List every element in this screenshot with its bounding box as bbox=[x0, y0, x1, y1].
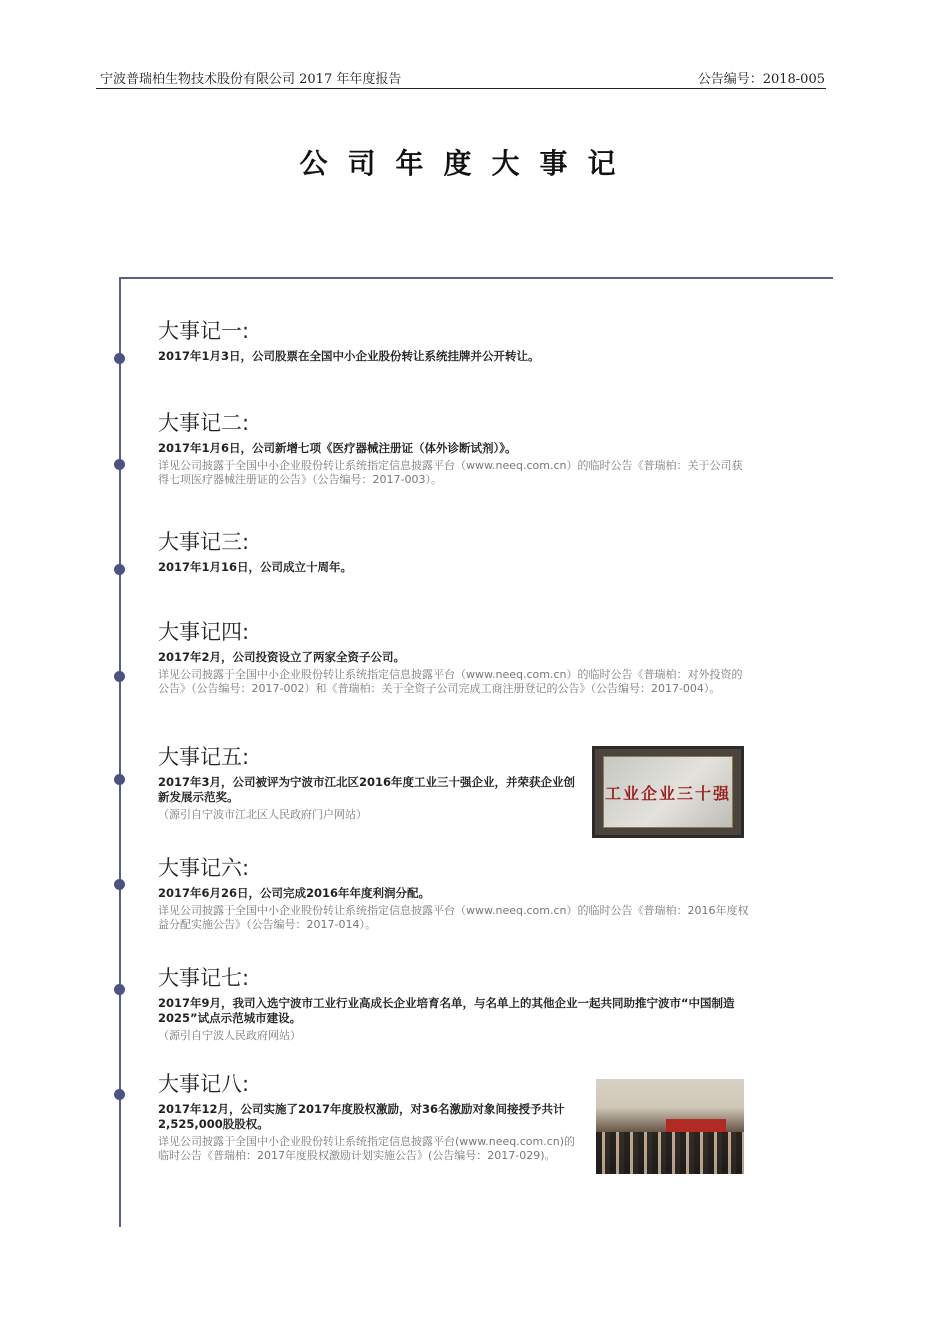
timeline-dot bbox=[114, 353, 125, 364]
event-description: 2017年2月，公司投资设立了两家全资子公司。 bbox=[158, 650, 406, 664]
event-5 bbox=[158, 744, 583, 822]
event-6 bbox=[158, 855, 750, 932]
event-title: 大事记八: bbox=[158, 1072, 250, 1096]
photo-banner bbox=[666, 1119, 726, 1133]
timeline-dot bbox=[114, 1089, 125, 1100]
timeline-dot bbox=[114, 984, 125, 995]
header-divider bbox=[96, 88, 826, 89]
event-description: 2017年3月，公司被评为宁波市江北区2016年度工业三十强企业，并荣获企业创新发展示范奖。 bbox=[158, 775, 576, 804]
event-2 bbox=[158, 410, 750, 487]
timeline-axis bbox=[119, 277, 121, 1227]
event-note: （源引自宁波人民政府网站） bbox=[158, 1029, 301, 1042]
event-title: 大事记二: bbox=[158, 411, 250, 435]
event-description: 2017年1月6日，公司新增七项《医疗器械注册证（体外诊断试剂）》。 bbox=[158, 441, 517, 455]
event-note: 详见公司披露于全国中小企业股份转让系统指定信息披露平台（www.neeq.com.cn）的临时公告《普瑞柏：关于公司获得七项医疗器械注册证的公告》（公告编号：2017-003）。 bbox=[158, 459, 743, 486]
event-1 bbox=[158, 318, 758, 364]
event-note: 详见公司披露于全国中小企业股份转让系统指定信息披露平台（www.neeq.com.cn）的临时公告《普瑞柏：2016年度权益分配实施公告》（公告编号：2017-014）。 bbox=[158, 904, 749, 931]
event-description: 2017年1月3日，公司股票在全国中小企业股份转让系统挂牌并公开转让。 bbox=[158, 349, 540, 363]
event-note: 详见公司披露于全国中小企业股份转让系统指定信息披露平台(www.neeq.com.cn)的临时公告《普瑞柏：2017年度股权激励计划实施公告》(公告编号：2017-029)。 bbox=[158, 1135, 576, 1162]
event-8 bbox=[158, 1071, 586, 1163]
header-announcement-number: 公告编号：2018-005 bbox=[697, 72, 825, 87]
event-title: 大事记三: bbox=[158, 530, 250, 554]
timeline-top-border bbox=[120, 277, 833, 279]
event-3 bbox=[158, 529, 758, 575]
event-title: 大事记一: bbox=[158, 319, 250, 343]
timeline-dot bbox=[114, 564, 125, 575]
event-note: （源引自宁波市江北区人民政府门户网站） bbox=[158, 808, 367, 821]
timeline-dot bbox=[114, 879, 125, 890]
timeline-dot bbox=[114, 671, 125, 682]
event-description: 2017年1月16日，公司成立十周年。 bbox=[158, 560, 353, 574]
event-title: 大事记五: bbox=[158, 745, 250, 769]
group-photo-image bbox=[596, 1079, 744, 1174]
plaque-face bbox=[603, 756, 733, 828]
timeline-dot bbox=[114, 459, 125, 470]
event-description: 2017年9月，我司入选宁波市工业行业高成长企业培育名单，与名单上的其他企业一起共同助推宁波市“中国制造2025”试点示范城市建设。 bbox=[158, 996, 735, 1025]
event-title: 大事记六: bbox=[158, 856, 250, 880]
event-description: 2017年6月26日，公司完成2016年年度利润分配。 bbox=[158, 886, 431, 900]
event-title: 大事记七: bbox=[158, 966, 250, 990]
event-note: 详见公司披露于全国中小企业股份转让系统指定信息披露平台（www.neeq.com.cn）的临时公告《普瑞柏：对外投资的公告》（公告编号：2017-002）和《普瑞柏：关于全资子公司完成工商注册登记的公告》（公告编号：2017-004）。 bbox=[158, 668, 743, 695]
header-company-report: 宁波普瑞柏生物技术股份有限公司 2017 年年度报告 bbox=[100, 72, 402, 87]
award-plaque-image bbox=[592, 746, 744, 838]
photo-people bbox=[596, 1132, 744, 1174]
event-7 bbox=[158, 965, 748, 1043]
event-title: 大事记四: bbox=[158, 620, 250, 644]
event-4 bbox=[158, 619, 750, 696]
event-description: 2017年12月，公司实施了2017年度股权激励，对36名激励对象间接授予共计2,525,000股股权。 bbox=[158, 1102, 565, 1131]
plaque-inscription: 工业企业三十强 bbox=[604, 784, 731, 803]
page-title: 公司年度大事记 bbox=[299, 147, 636, 180]
timeline-dot bbox=[114, 774, 125, 785]
